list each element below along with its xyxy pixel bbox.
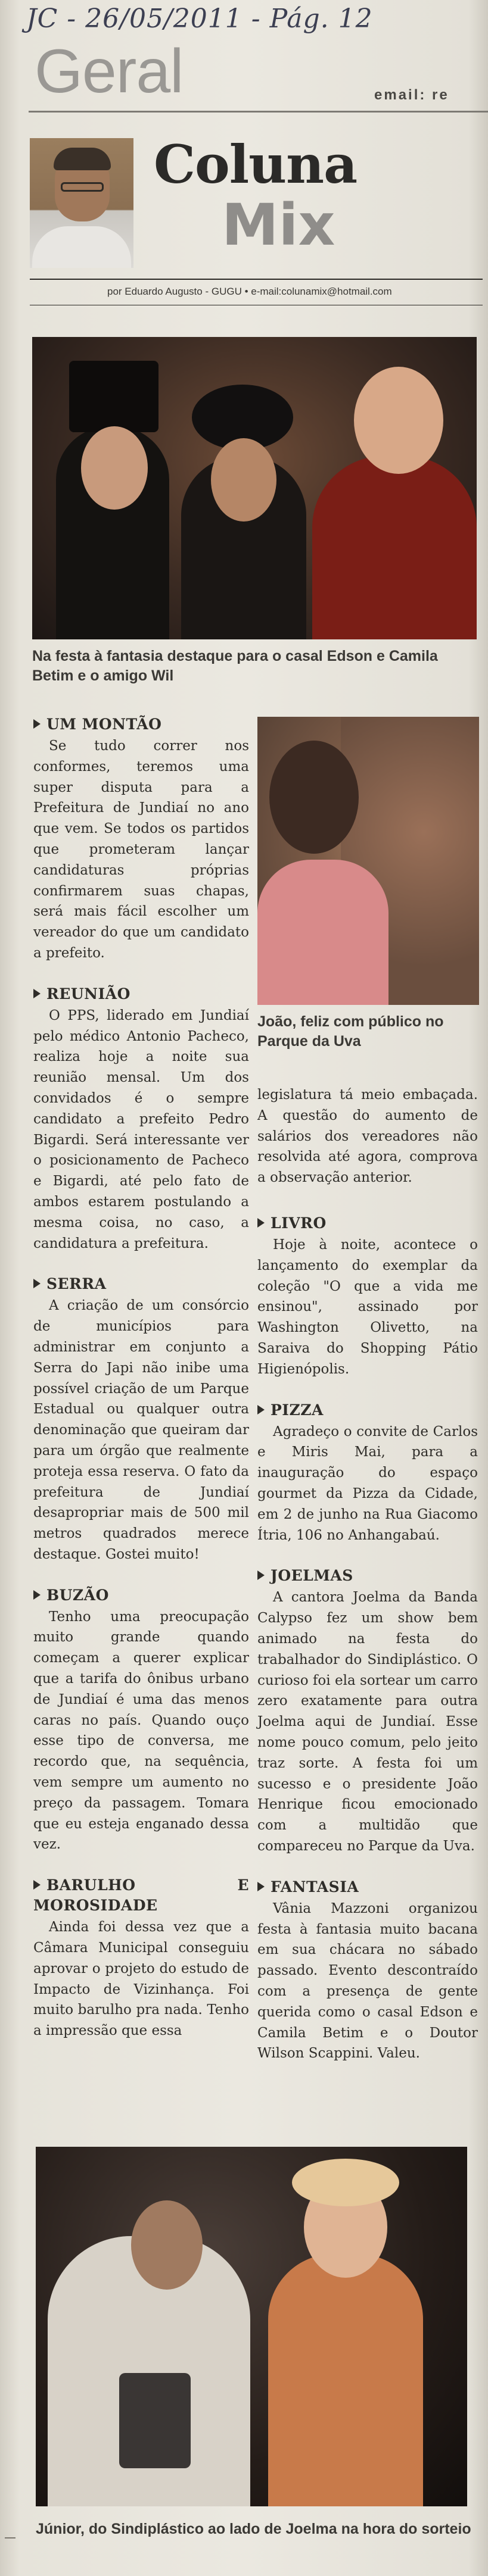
- right-continuation-text: legislatura tá meio embaçada. A questão do aumento de salários dos vereadores não resolvida até agora, comprova a observação anterior.: [257, 1087, 478, 1186]
- note-um-montao: UM MONTÃO Se tudo correr nos conformes, teremos uma super disputa para a Prefeitura de Jundiaí no ano que vem. Se todos os partidos que prometeram lançar candidaturas próprias confirmarem suas chapas, será mais fácil escolher um vereador do que um candidato a prefeito.: [33, 716, 249, 961]
- photo-caption-top: Na festa à fantasia destaque para o casal Edson e Camila Betim e o amigo Wil: [32, 648, 438, 684]
- note-pizza: PIZZA Agradeço o convite de Carlos e Miris Mai, para a inauguração do espaço gourmet da Pizza da Cidade, em 2 de junho na Rua Giacomo Ítria, 106 no Anhangabaú.: [257, 1401, 478, 1543]
- column-logo-mix: Mix: [222, 192, 335, 258]
- portrait-glasses: [61, 182, 104, 192]
- column-logo-coluna: Coluna: [154, 133, 358, 195]
- column-byline: por Eduardo Augusto - GUGU • e-mail:colunamix@hotmail.com: [107, 286, 392, 297]
- note-barulho: BARULHO E MOROSIDADE Ainda foi dessa vez que a Câmara Municipal conseguiu aprovar o projeto do estudo de Impacto de Vizinhança. Foi muito barulho pra nada. Tenho a impressão que essa: [33, 1876, 249, 2039]
- bullet-marker-icon: [33, 1279, 41, 1288]
- bullet-marker-icon: [33, 1880, 41, 1890]
- header-email-fragment: email: re: [374, 87, 449, 103]
- photo-caption-side: João, feliz com público no Parque da Uva: [257, 1013, 444, 1050]
- right-text-column: [257, 1213, 478, 2084]
- header-rule: [29, 111, 488, 113]
- note-reuniao: REUNIÃO O PPS, liderado em Jundiaí pelo médico Antonio Pacheco, realiza hoje a noite sua reunião mensal. Um dos convidados é o sempre candidato a prefeito Pedro Bigardi. Será interessante ver o posicionamento de Pacheco e Bigardi, até pelo fato de ambos estarem postulando a mesma coisa, no caso, a candidatura a prefeitura.: [33, 985, 249, 1251]
- portrait-hair: [54, 148, 111, 170]
- bullet-marker-icon: [33, 1590, 41, 1600]
- bullet-marker-icon: [257, 1218, 265, 1228]
- edge-mark: [5, 2537, 15, 2538]
- portrait-shirt: [32, 226, 131, 268]
- note-serra: SERRA A criação de um consórcio de municípios para administrar em conjunto a Serra do Japi não inibe uma possível criação de um Parque Estadual ou qualquer outra denominação que queiram dar para um órgão que realmente proteja essa reserva. O fato da prefeitura de Jundiaí desapropriar mais de 500 mil metros quadrados merece destaque. Gostei muito!: [33, 1275, 249, 1562]
- handwritten-date-note: JC - 26/05/2011 - Pág. 12: [26, 4, 373, 34]
- bullet-marker-icon: [257, 1570, 265, 1580]
- party-photo-side: [257, 717, 479, 1005]
- bullet-marker-icon: [33, 719, 41, 729]
- bullet-marker-icon: [33, 989, 41, 998]
- note-buzao: BUZÃO Tenho uma preocupação muito grande quando começam a querer explicar que a tarifa do ônibus urbano de Jundiaí é uma das menos caras no país. Quando ouço esse tipo de conversa, me recordo que, na sequência, vem sempre um aumento no preço da passagem. Tomara que eu esteja enganado dessa vez.: [33, 1586, 249, 1853]
- section-title: Geral: [35, 37, 184, 106]
- bullet-marker-icon: [257, 1882, 265, 1891]
- note-fantasia: FANTASIA Vânia Mazzoni organizou festa à fantasia muito bacana em sua chácara no sábado passado. Evento descontraído com a presença de gente querida como o casal Edson e Camila Betim e o Doutor Wilson Scappini. Valeu.: [257, 1878, 478, 2062]
- note-joelmas: JOELMAS A cantora Joelma da Banda Calypso fez um show bem animado na festa do trabalhador do Sindiplástico. O curioso foi ela sortear um carro zero exatamente para outra Joelma aqui de Jundiaí. Esse nome pouco comum, pelo jeito traz sorte. A festa foi um sucesso e o presidente João Henrique ficou emocionado com a multidão que compareceu no Parque da Uva.: [257, 1567, 478, 1854]
- column-rule-top: [30, 279, 483, 280]
- columnist-portrait: [30, 138, 133, 268]
- party-photo-top: [32, 337, 477, 639]
- left-text-column: [33, 714, 249, 2062]
- bullet-marker-icon: [257, 1405, 265, 1415]
- note-livro: LIVRO Hoje à noite, acontece o lançamento do exemplar da coleção "O que a vida me ensinou", assinado por Washington Olivetto, na Saraiva do Shopping Pátio Higienópolis.: [257, 1214, 478, 1377]
- photo-caption-bottom: Júnior, do Sindiplástico ao lado de Joelma na hora do sorteio: [36, 2521, 471, 2537]
- party-photo-bottom: [36, 2147, 467, 2506]
